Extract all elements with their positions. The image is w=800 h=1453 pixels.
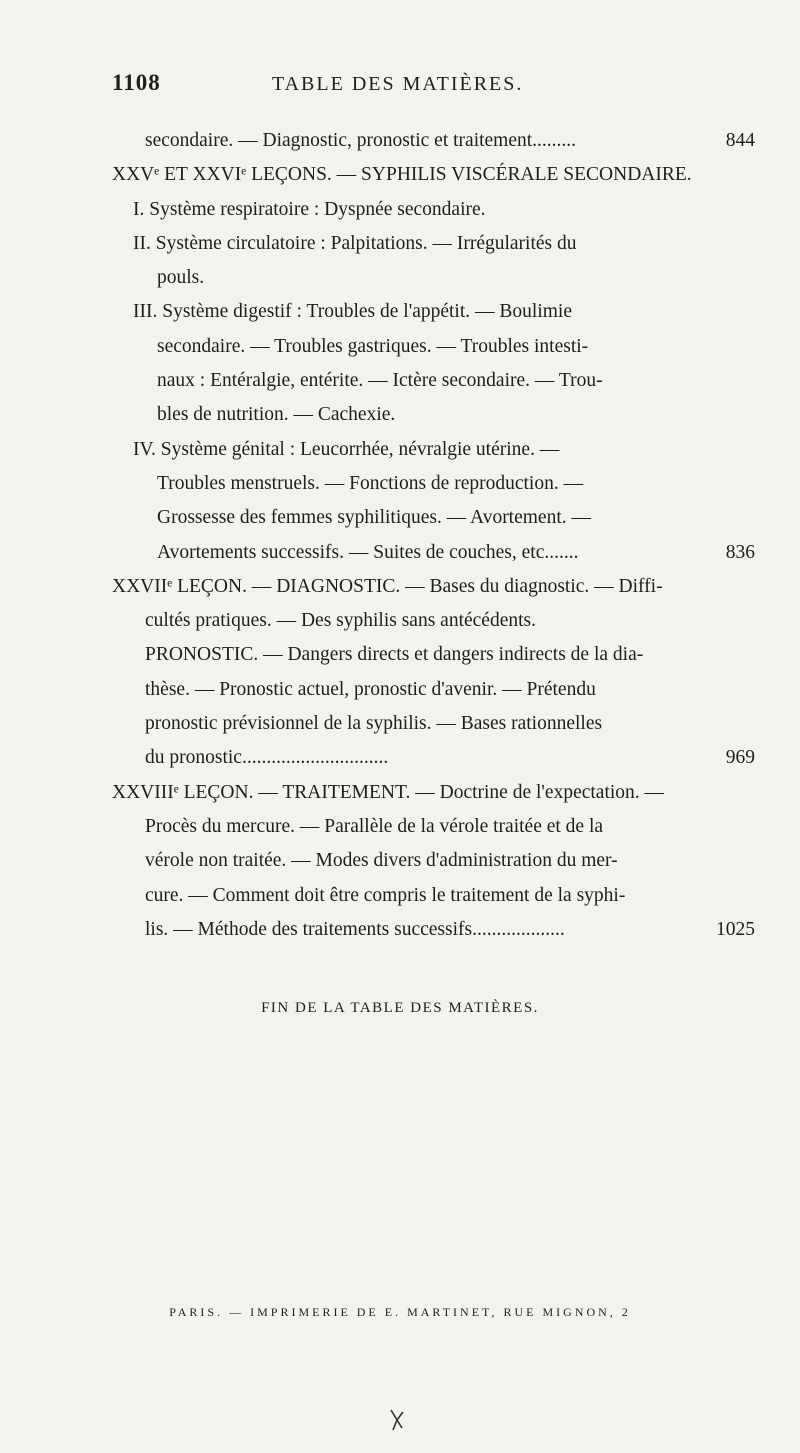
toc-line: secondaire. — Diagnostic, pronostic et traitement......... 844	[145, 124, 755, 158]
toc-line: cure. — Comment doit être compris le traitement de la syphi-	[145, 884, 626, 906]
printer-imprint: PARIS. — IMPRIMERIE DE E. MARTINET, RUE MIGNON, 2	[169, 1305, 631, 1319]
toc-line: thèse. — Pronostic actuel, pronostic d'avenir. — Prétendu	[145, 678, 596, 700]
toc-line: naux : Entéralgie, entérite. — Ictère secondaire. — Trou-	[157, 370, 603, 392]
table-of-contents	[112, 124, 755, 947]
toc-line: IV. Système génital : Leucorrhée, névralgie utérine. —	[133, 438, 560, 460]
toc-line: I. Système respiratoire : Dyspnée secondaire.	[133, 198, 486, 220]
end-of-table-note: FIN DE LA TABLE DES MATIÈRES.	[261, 1000, 539, 1016]
toc-page-ref: 844	[725, 130, 755, 151]
toc-line: bles de nutrition. — Cachexie.	[157, 404, 396, 426]
toc-page-ref: 1025	[716, 918, 755, 940]
toc-line: lis. — Méthode des traitements successifs................... 1025	[145, 913, 755, 947]
toc-line: PRONOSTIC. — Dangers directs et dangers indirects de la dia-	[145, 644, 644, 666]
toc-line: XXVᵉ ET XXVIᵉ LEÇONS. — SYPHILIS VISCÉRALE SECONDAIRE.	[112, 164, 692, 186]
toc-line: II. Système circulatoire : Palpitations. — Irrégularités du	[133, 232, 577, 254]
toc-line: Troubles menstruels. — Fonctions de reproduction. —	[157, 472, 584, 494]
running-title: TABLE DES MATIÈRES.	[272, 73, 524, 95]
toc-line: du pronostic.............................. 969	[145, 741, 755, 775]
toc-line: pronostic prévisionnel de la syphilis. — Bases rationnelles	[145, 713, 603, 735]
toc-line: Procès du mercure. — Parallèle de la vérole traitée et de la	[145, 815, 604, 837]
running-header	[112, 70, 722, 100]
toc-line: secondaire. — Troubles gastriques. — Troubles intesti-	[157, 335, 589, 357]
toc-line: cultés pratiques. — Des syphilis sans antécédents.	[145, 610, 536, 632]
toc-line: XXVIIIᵉ LEÇON. — TRAITEMENT. — Doctrine de l'expectation. —	[112, 781, 665, 803]
toc-line: III. Système digestif : Troubles de l'appétit. — Boulimie	[133, 301, 572, 323]
toc-line: XXVIIᵉ LEÇON. — DIAGNOSTIC. — Bases du diagnostic. — Diffi-	[112, 575, 663, 597]
toc-page-ref: 836	[725, 541, 755, 563]
toc-line: vérole non traitée. — Modes divers d'administration du mer-	[145, 850, 618, 872]
toc-line: Avortements successifs. — Suites de couches, etc....... 836	[145, 536, 755, 570]
library-stamp-icon	[388, 1408, 406, 1432]
page-number: 1108	[112, 70, 161, 95]
toc-line: Grossesse des femmes syphilitiques. — Avortement. —	[157, 507, 591, 529]
toc-line: pouls.	[157, 267, 205, 289]
toc-page-ref: 969	[725, 747, 755, 769]
